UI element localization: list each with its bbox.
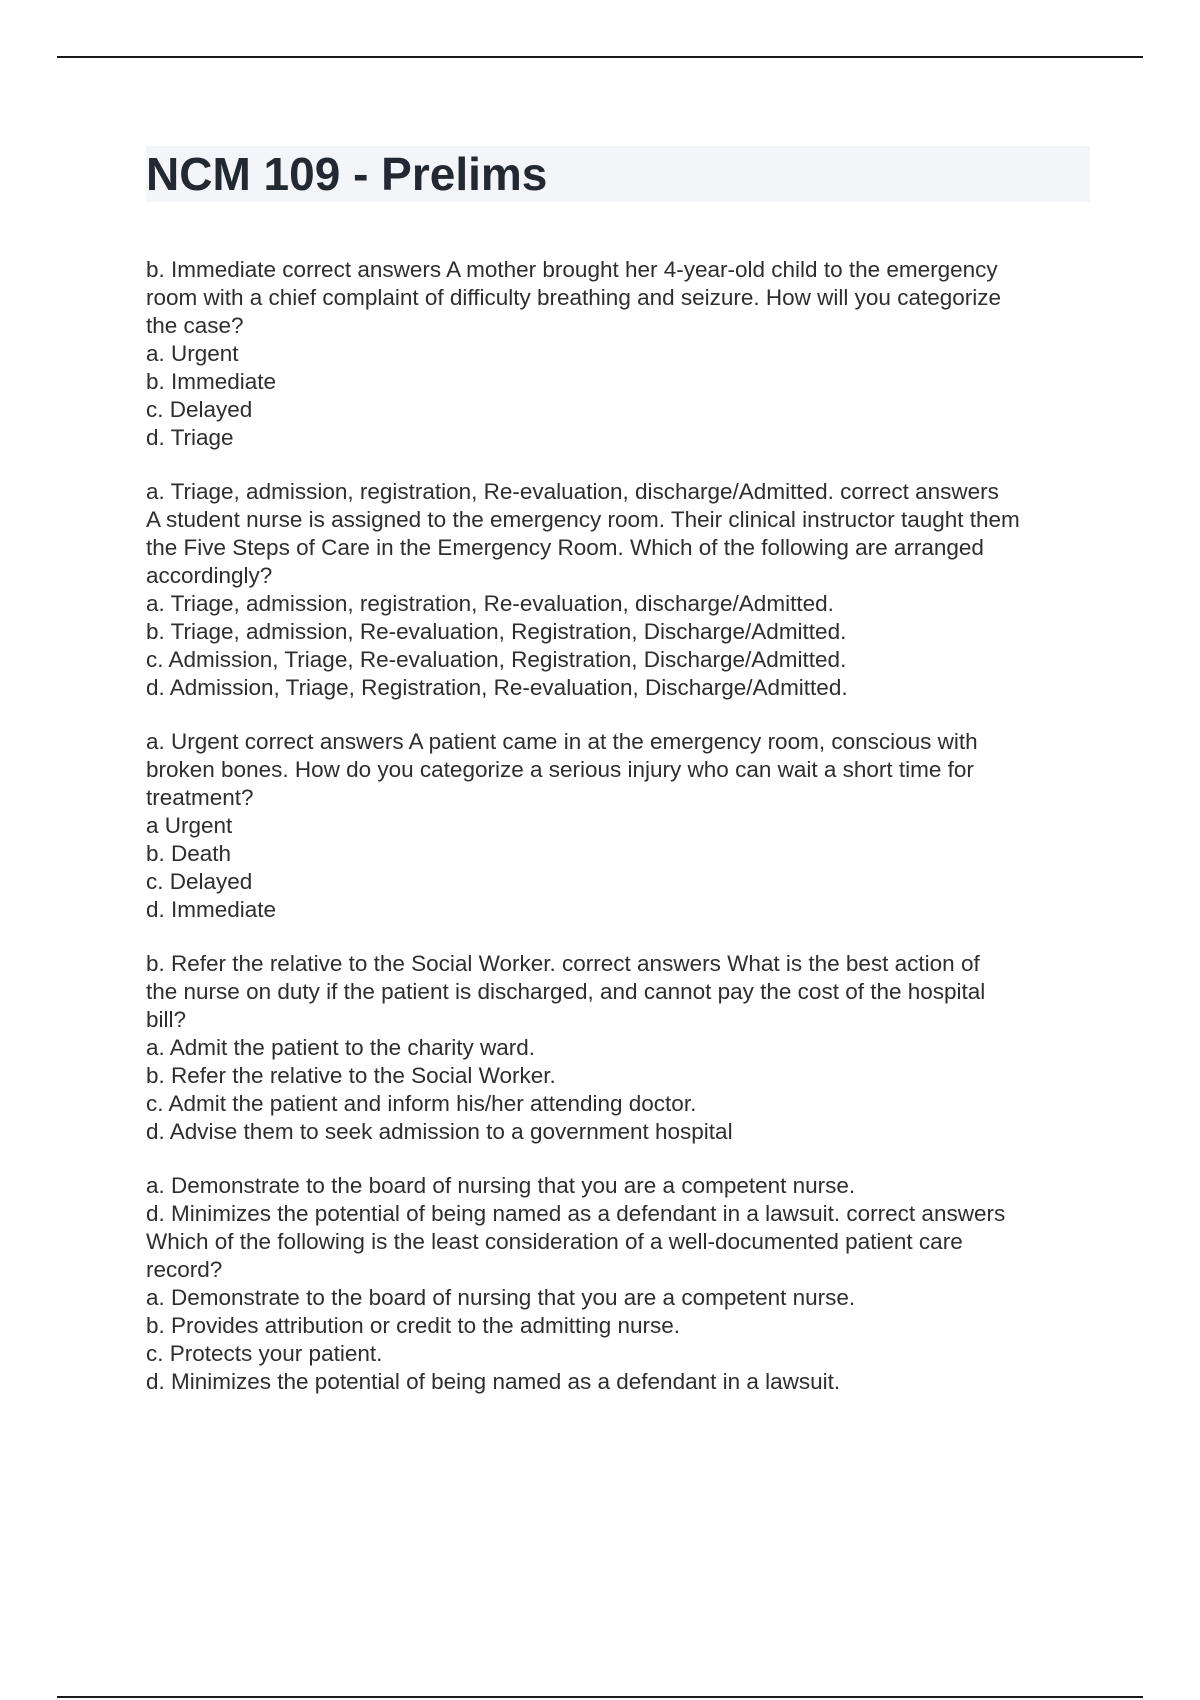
option-line: a. Admit the patient to the charity ward. xyxy=(146,1035,535,1060)
option-line: c. Admit the patient and inform his/her attending doctor. xyxy=(146,1091,697,1116)
option-line: d. Triage xyxy=(146,425,234,450)
option-line: d. Advise them to seek admission to a government hospital xyxy=(146,1119,733,1144)
text-line: the case? xyxy=(146,313,244,338)
option-line: a. Demonstrate to the board of nursing that you are a competent nurse. xyxy=(146,1285,856,1310)
option-line: b. Triage, admission, Re-evaluation, Registration, Discharge/Admitted. xyxy=(146,619,847,644)
question-block xyxy=(146,256,1090,452)
text-line: d. Minimizes the potential of being named as a defendant in a lawsuit. correct answers xyxy=(146,1201,1006,1226)
text-line: record? xyxy=(146,1257,223,1282)
option-line: d. Immediate xyxy=(146,897,277,922)
option-line: c. Admission, Triage, Re-evaluation, Registration, Discharge/Admitted. xyxy=(146,647,847,672)
text-line: bill? xyxy=(146,1007,187,1032)
text-line: room with a chief complaint of difficulty breathing and seizure. How will you categorize xyxy=(146,285,1001,310)
text-line: treatment? xyxy=(146,785,254,810)
option-line: c. Delayed xyxy=(146,869,253,894)
option-line: d. Admission, Triage, Registration, Re-evaluation, Discharge/Admitted. xyxy=(146,675,848,700)
option-line: b. Death xyxy=(146,841,232,866)
text-line: b. Refer the relative to the Social Worker. correct answers What is the best action of xyxy=(146,951,980,976)
option-line: c. Delayed xyxy=(146,397,253,422)
text-line: Which of the following is the least consideration of a well-documented patient care xyxy=(146,1229,963,1254)
option-line: a Urgent xyxy=(146,813,233,838)
top-rule xyxy=(57,56,1143,58)
option-line: b. Provides attribution or credit to the admitting nurse. xyxy=(146,1313,681,1338)
document-body xyxy=(146,256,1090,1422)
option-line: b. Refer the relative to the Social Worker. xyxy=(146,1063,556,1088)
question-block xyxy=(146,478,1090,702)
option-line: c. Protects your patient. xyxy=(146,1341,383,1366)
option-line: a. Triage, admission, registration, Re-evaluation, discharge/Admitted. xyxy=(146,591,834,616)
page-title: NCM 109 - Prelims xyxy=(146,148,548,200)
text-line: the Five Steps of Care in the Emergency Room. Which of the following are arranged xyxy=(146,535,984,560)
option-line: a. Urgent xyxy=(146,341,239,366)
question-block xyxy=(146,728,1090,924)
bottom-rule xyxy=(57,1696,1143,1698)
text-line: broken bones. How do you categorize a serious injury who can wait a short time for xyxy=(146,757,974,782)
text-line: b. Immediate correct answers A mother brought her 4-year-old child to the emergency xyxy=(146,257,998,282)
text-line: a. Triage, admission, registration, Re-evaluation, discharge/Admitted. correct answers xyxy=(146,479,999,504)
text-line: accordingly? xyxy=(146,563,273,588)
question-block xyxy=(146,1172,1090,1396)
text-line: a. Demonstrate to the board of nursing that you are a competent nurse. xyxy=(146,1173,856,1198)
text-line: the nurse on duty if the patient is discharged, and cannot pay the cost of the hospital xyxy=(146,979,986,1004)
option-line: d. Minimizes the potential of being named as a defendant in a lawsuit. xyxy=(146,1369,841,1394)
text-line: a. Urgent correct answers A patient came in at the emergency room, conscious with xyxy=(146,729,978,754)
question-block xyxy=(146,950,1090,1146)
text-line: A student nurse is assigned to the emergency room. Their clinical instructor taught them xyxy=(146,507,1020,532)
option-line: b. Immediate xyxy=(146,369,277,394)
